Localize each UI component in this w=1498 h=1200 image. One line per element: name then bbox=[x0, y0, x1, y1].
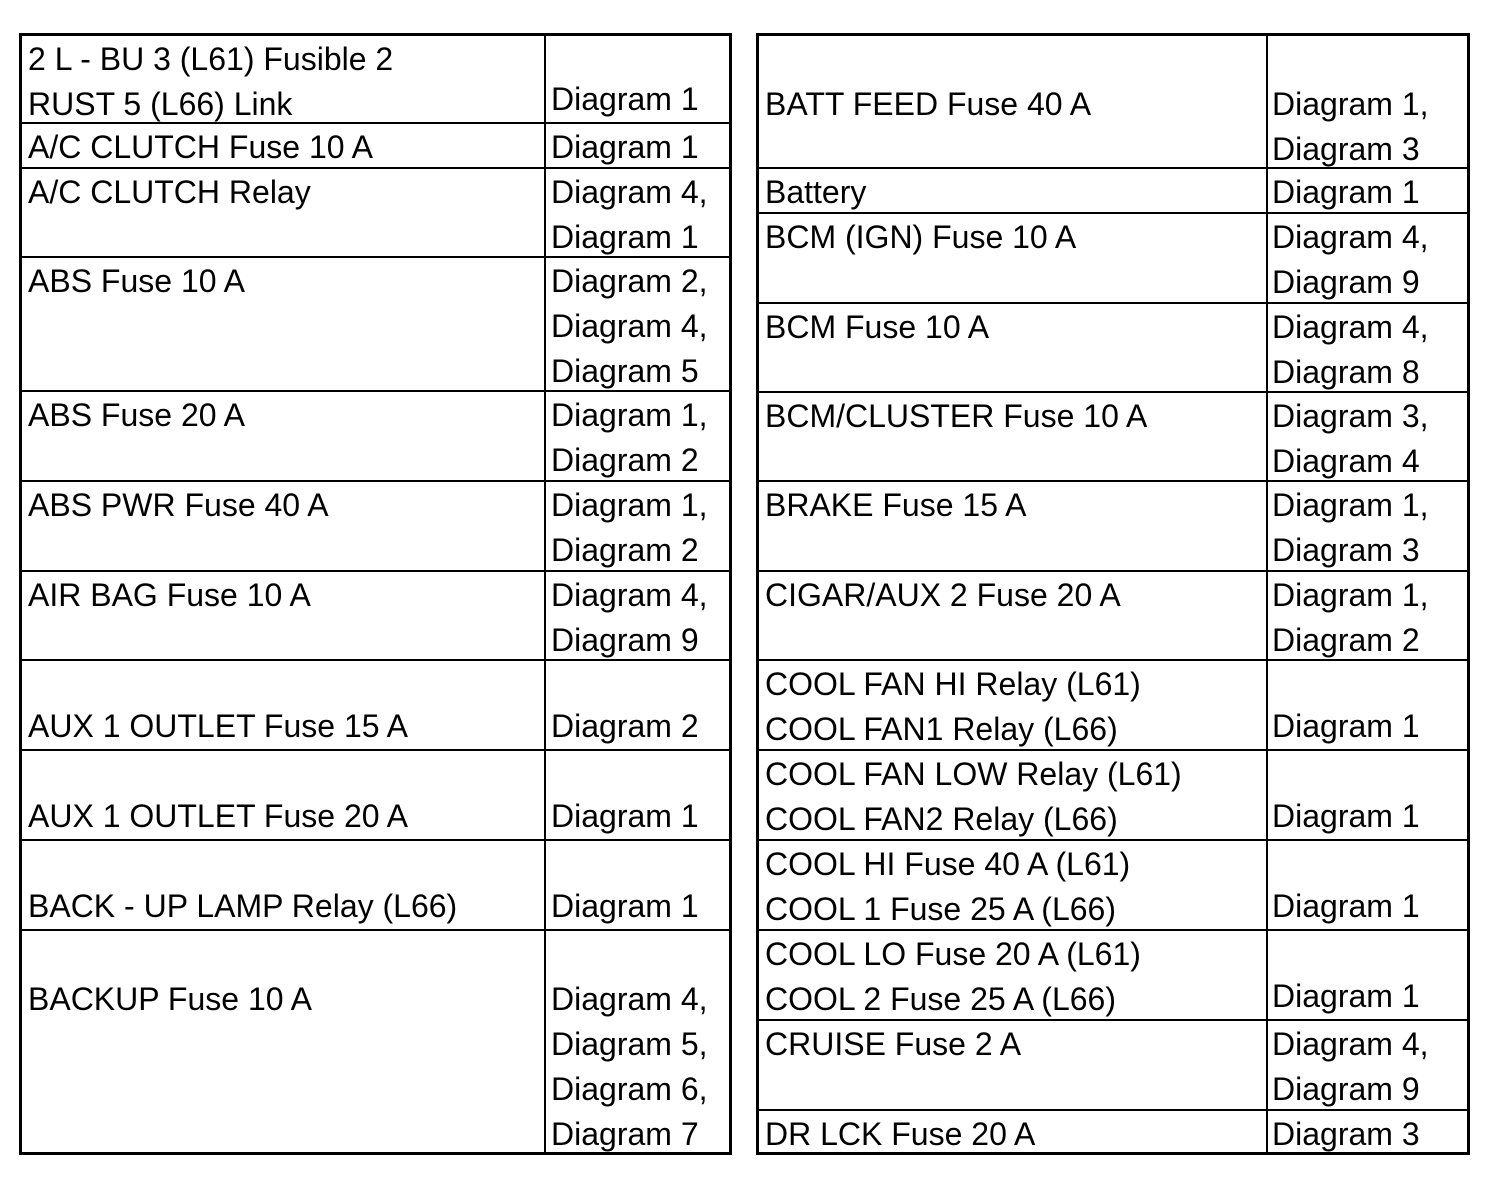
component-name: DR LCK Fuse 20 A bbox=[765, 1116, 1036, 1152]
component-name: ABS Fuse 10 A bbox=[28, 263, 246, 299]
diagram-reference: Diagram 1, Diagram 2 bbox=[551, 487, 708, 568]
table-row bbox=[22, 661, 729, 751]
diagram-reference: Diagram 1 bbox=[1272, 798, 1420, 834]
component-name: AIR BAG Fuse 10 A bbox=[28, 577, 311, 613]
diagram-reference: Diagram 1 bbox=[551, 129, 699, 165]
diagram-reference: Diagram 4, Diagram 5, Diagram 6, Diagram 7 bbox=[551, 981, 708, 1152]
diagram-reference: Diagram 1 bbox=[551, 888, 699, 924]
component-name: 2 L - BU 3 (L61) Fusible 2 RUST 5 (L66) Link bbox=[28, 41, 394, 122]
diagram-reference: Diagram 4, Diagram 9 bbox=[1272, 219, 1429, 300]
component-name: BCM (IGN) Fuse 10 A bbox=[765, 219, 1077, 255]
table-row bbox=[759, 36, 1467, 169]
table-row bbox=[759, 751, 1467, 841]
component-name: A/C CLUTCH Relay bbox=[28, 174, 311, 210]
diagram-reference: Diagram 1 bbox=[551, 81, 699, 117]
diagram-reference: Diagram 1 bbox=[1272, 888, 1420, 924]
table-row bbox=[759, 304, 1467, 393]
diagram-reference: Diagram 1, Diagram 2 bbox=[1272, 577, 1429, 658]
component-name: COOL LO Fuse 20 A (L61) COOL 2 Fuse 25 A (L66) bbox=[765, 936, 1141, 1017]
table-row bbox=[759, 572, 1467, 661]
table-row bbox=[22, 169, 729, 258]
right-fuse-table bbox=[756, 33, 1470, 1155]
table-row bbox=[22, 931, 729, 1152]
diagram-reference: Diagram 1 bbox=[1272, 174, 1420, 210]
diagram-reference: Diagram 3 bbox=[1272, 1116, 1420, 1152]
diagram-reference: Diagram 3, Diagram 4 bbox=[1272, 398, 1429, 479]
table-row bbox=[22, 572, 729, 661]
component-name: BCM/CLUSTER Fuse 10 A bbox=[765, 398, 1148, 434]
table-row bbox=[759, 931, 1467, 1021]
table-row bbox=[759, 1021, 1467, 1111]
table-row bbox=[22, 392, 729, 482]
table-row bbox=[22, 124, 729, 169]
component-name: Battery bbox=[765, 174, 867, 210]
component-name: BCM Fuse 10 A bbox=[765, 309, 990, 345]
diagram-reference: Diagram 1 bbox=[1272, 708, 1420, 744]
component-name: ABS Fuse 20 A bbox=[28, 397, 246, 433]
table-row bbox=[759, 482, 1467, 572]
table-row bbox=[759, 393, 1467, 482]
component-name: A/C CLUTCH Fuse 10 A bbox=[28, 129, 373, 165]
component-name: AUX 1 OUTLET Fuse 15 A bbox=[28, 708, 409, 744]
left-fuse-table bbox=[19, 33, 732, 1155]
diagram-reference: Diagram 4, Diagram 9 bbox=[551, 577, 708, 658]
table-row bbox=[22, 36, 729, 124]
table-row bbox=[759, 169, 1467, 214]
table-row bbox=[22, 258, 729, 392]
diagram-reference: Diagram 1 bbox=[551, 798, 699, 834]
component-name: COOL FAN LOW Relay (L61) COOL FAN2 Relay (L66) bbox=[765, 756, 1182, 837]
table-row bbox=[759, 1111, 1467, 1152]
diagram-reference: Diagram 1, Diagram 2 bbox=[551, 397, 708, 478]
diagram-reference: Diagram 2 bbox=[551, 708, 699, 744]
component-name: BATT FEED Fuse 40 A bbox=[765, 86, 1092, 122]
component-name: CIGAR/AUX 2 Fuse 20 A bbox=[765, 577, 1121, 613]
component-name: COOL FAN HI Relay (L61) COOL FAN1 Relay (L66) bbox=[765, 666, 1141, 747]
component-name: BACK - UP LAMP Relay (L66) bbox=[28, 888, 458, 924]
diagram-reference: Diagram 4, Diagram 1 bbox=[551, 174, 708, 255]
diagram-reference: Diagram 4, Diagram 9 bbox=[1272, 1026, 1429, 1107]
table-row bbox=[759, 661, 1467, 751]
component-name: BRAKE Fuse 15 A bbox=[765, 487, 1027, 523]
diagram-reference: Diagram 2, Diagram 4, Diagram 5 bbox=[551, 263, 708, 389]
table-row bbox=[759, 841, 1467, 931]
diagram-reference: Diagram 1, Diagram 3 bbox=[1272, 487, 1429, 568]
component-name: AUX 1 OUTLET Fuse 20 A bbox=[28, 798, 409, 834]
diagram-reference: Diagram 1, Diagram 3 bbox=[1272, 86, 1429, 167]
diagram-reference: Diagram 1 bbox=[1272, 978, 1420, 1014]
component-name: CRUISE Fuse 2 A bbox=[765, 1026, 1022, 1062]
component-name: COOL HI Fuse 40 A (L61) COOL 1 Fuse 25 A (L66) bbox=[765, 846, 1131, 927]
table-row bbox=[22, 841, 729, 931]
table-row bbox=[759, 214, 1467, 304]
table-row bbox=[22, 751, 729, 841]
table-row bbox=[22, 482, 729, 572]
component-name: ABS PWR Fuse 40 A bbox=[28, 487, 329, 523]
diagram-reference: Diagram 4, Diagram 8 bbox=[1272, 309, 1429, 390]
component-name: BACKUP Fuse 10 A bbox=[28, 981, 312, 1017]
